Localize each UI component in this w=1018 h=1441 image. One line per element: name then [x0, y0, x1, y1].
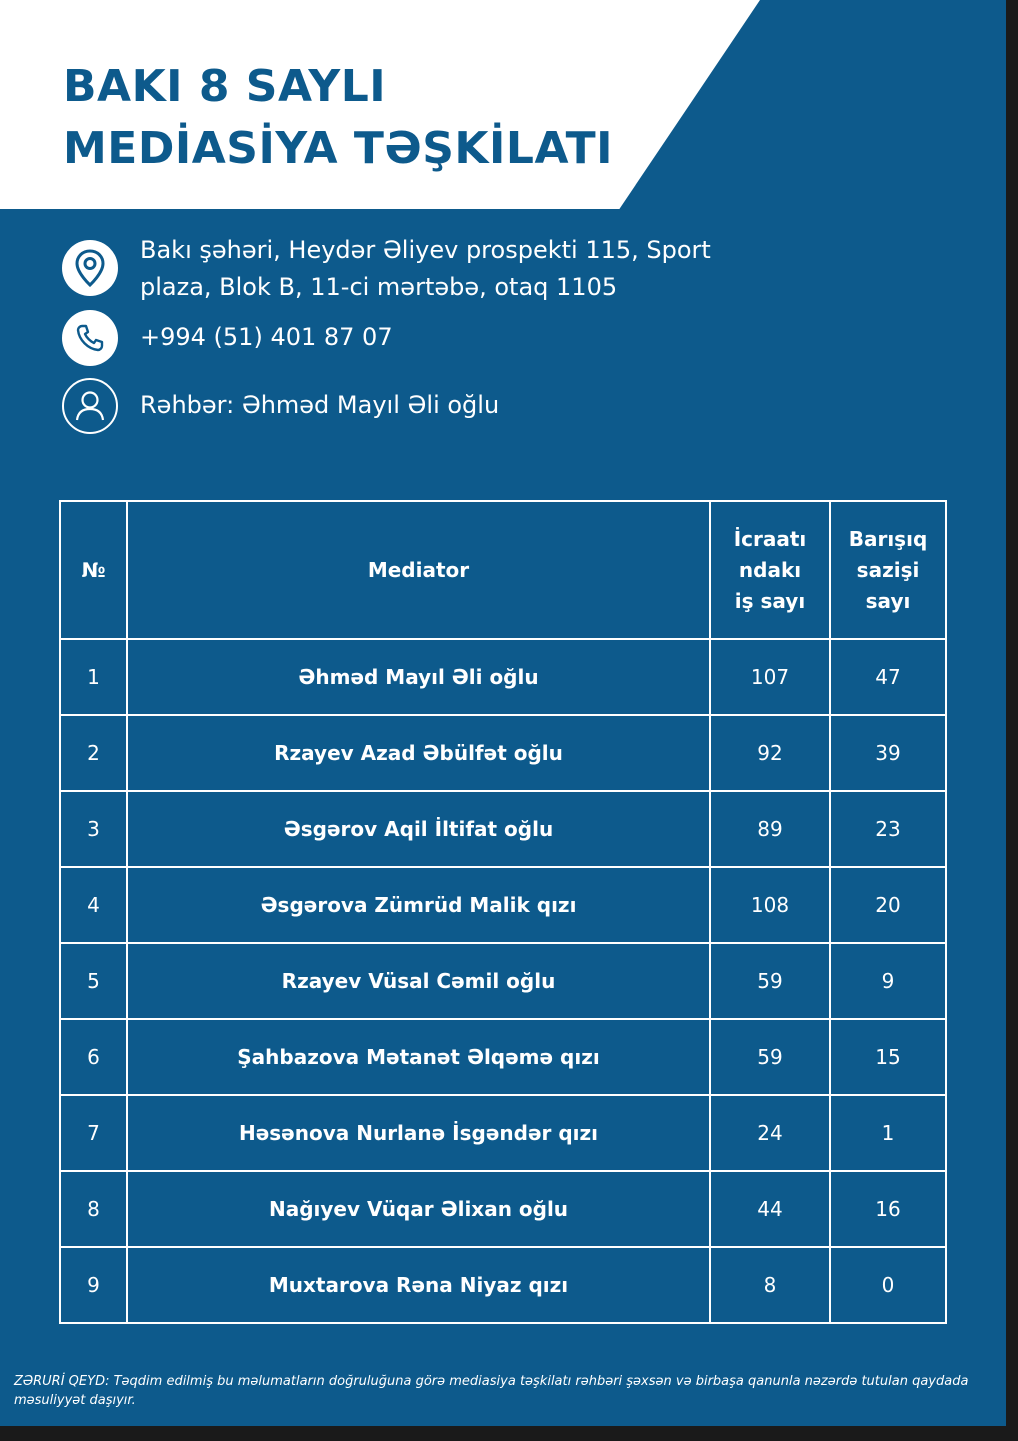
mediators-table	[59, 500, 947, 1324]
header-mediator: Mediator	[127, 501, 710, 639]
row-number: 3	[60, 791, 127, 867]
cases-count: 108	[710, 867, 830, 943]
row-number: 6	[60, 1019, 127, 1095]
row-number: 2	[60, 715, 127, 791]
header-cases-line-2: ndakı	[738, 557, 802, 582]
bottom-frame-edge	[0, 1426, 1018, 1441]
row-number: 4	[60, 867, 127, 943]
row-number: 5	[60, 943, 127, 1019]
phone-icon	[62, 310, 118, 366]
title-line-1: BAKI 8 SAYLI	[63, 61, 387, 112]
header-cases	[710, 501, 830, 639]
header-agreements	[830, 501, 946, 639]
header-number: №	[60, 501, 127, 639]
table-row	[60, 1019, 946, 1095]
cases-count: 8	[710, 1247, 830, 1323]
row-number: 8	[60, 1171, 127, 1247]
mediator-name: Əhməd Mayıl Əli oğlu	[127, 639, 710, 715]
row-number: 7	[60, 1095, 127, 1171]
cases-count: 44	[710, 1171, 830, 1247]
agreements-count: 23	[830, 791, 946, 867]
agreements-count: 39	[830, 715, 946, 791]
agreements-count: 1	[830, 1095, 946, 1171]
table-row	[60, 1247, 946, 1323]
cases-count: 59	[710, 943, 830, 1019]
cases-count: 92	[710, 715, 830, 791]
agreements-count: 47	[830, 639, 946, 715]
mediator-name: Nağıyev Vüqar Əlixan oğlu	[127, 1171, 710, 1247]
location-pin-icon	[62, 240, 118, 296]
user-icon	[62, 378, 118, 434]
cases-count: 89	[710, 791, 830, 867]
table-row	[60, 1171, 946, 1247]
leader-text: Rəhbər: Əhməd Mayıl Əli oğlu	[140, 391, 500, 419]
agreements-count: 20	[830, 867, 946, 943]
header-cases-line-3: iş sayı	[734, 588, 806, 613]
legal-note: ZƏRURİ QEYD: Təqdim edilmiş bu məlumatların doğruluğuna görə mediasiya təşkilatı rəhbəri şəxsən və birbaşa qanunla nəzərdə tutulan qaydada məsuliyyət daşıyır.	[14, 1374, 969, 1408]
table-row	[60, 943, 946, 1019]
address-row	[62, 238, 780, 306]
leader-row	[62, 378, 499, 434]
mediator-name: Rzayev Vüsal Cəmil oğlu	[127, 943, 710, 1019]
cases-count: 107	[710, 639, 830, 715]
cases-count: 24	[710, 1095, 830, 1171]
mediator-name: Əsgərova Zümrüd Malik qızı	[127, 867, 710, 943]
agreements-count: 16	[830, 1171, 946, 1247]
header-agreements-line-2: sazişi	[856, 557, 920, 582]
mediator-name: Muxtarova Rəna Niyaz qızı	[127, 1247, 710, 1323]
table-row	[60, 715, 946, 791]
table-row	[60, 867, 946, 943]
table-row	[60, 1095, 946, 1171]
mediator-name: Həsənova Nurlanə İsgəndər qızı	[127, 1095, 710, 1171]
phone-text: +994 (51) 401 87 07	[140, 323, 393, 351]
cases-count: 59	[710, 1019, 830, 1095]
table-row	[60, 791, 946, 867]
agreements-count: 0	[830, 1247, 946, 1323]
mediator-name: Rzayev Azad Əbülfət oğlu	[127, 715, 710, 791]
row-number: 1	[60, 639, 127, 715]
agreements-count: 15	[830, 1019, 946, 1095]
mediator-name: Əsgərov Aqil İltifat oğlu	[127, 791, 710, 867]
row-number: 9	[60, 1247, 127, 1323]
table-header-row	[60, 501, 946, 639]
page-title	[63, 56, 613, 180]
header-agreements-line-1: Barışıq	[848, 526, 928, 551]
header-cases-line-1: İcraatı	[733, 526, 807, 551]
address-text: Bakı şəhəri, Heydər Əliyev prospekti 115, Sport plaza, Blok B, 11-ci mərtəbə, otaq 1105	[140, 236, 711, 301]
right-frame-edge	[1006, 0, 1018, 1441]
agreements-count: 9	[830, 943, 946, 1019]
title-line-2: MEDİASİYA TƏŞKİLATI	[63, 123, 613, 174]
mediator-name: Şahbazova Mətanət Əlqəmə qızı	[127, 1019, 710, 1095]
header-agreements-line-3: sayı	[865, 588, 911, 613]
table-row	[60, 639, 946, 715]
phone-row	[62, 310, 393, 366]
